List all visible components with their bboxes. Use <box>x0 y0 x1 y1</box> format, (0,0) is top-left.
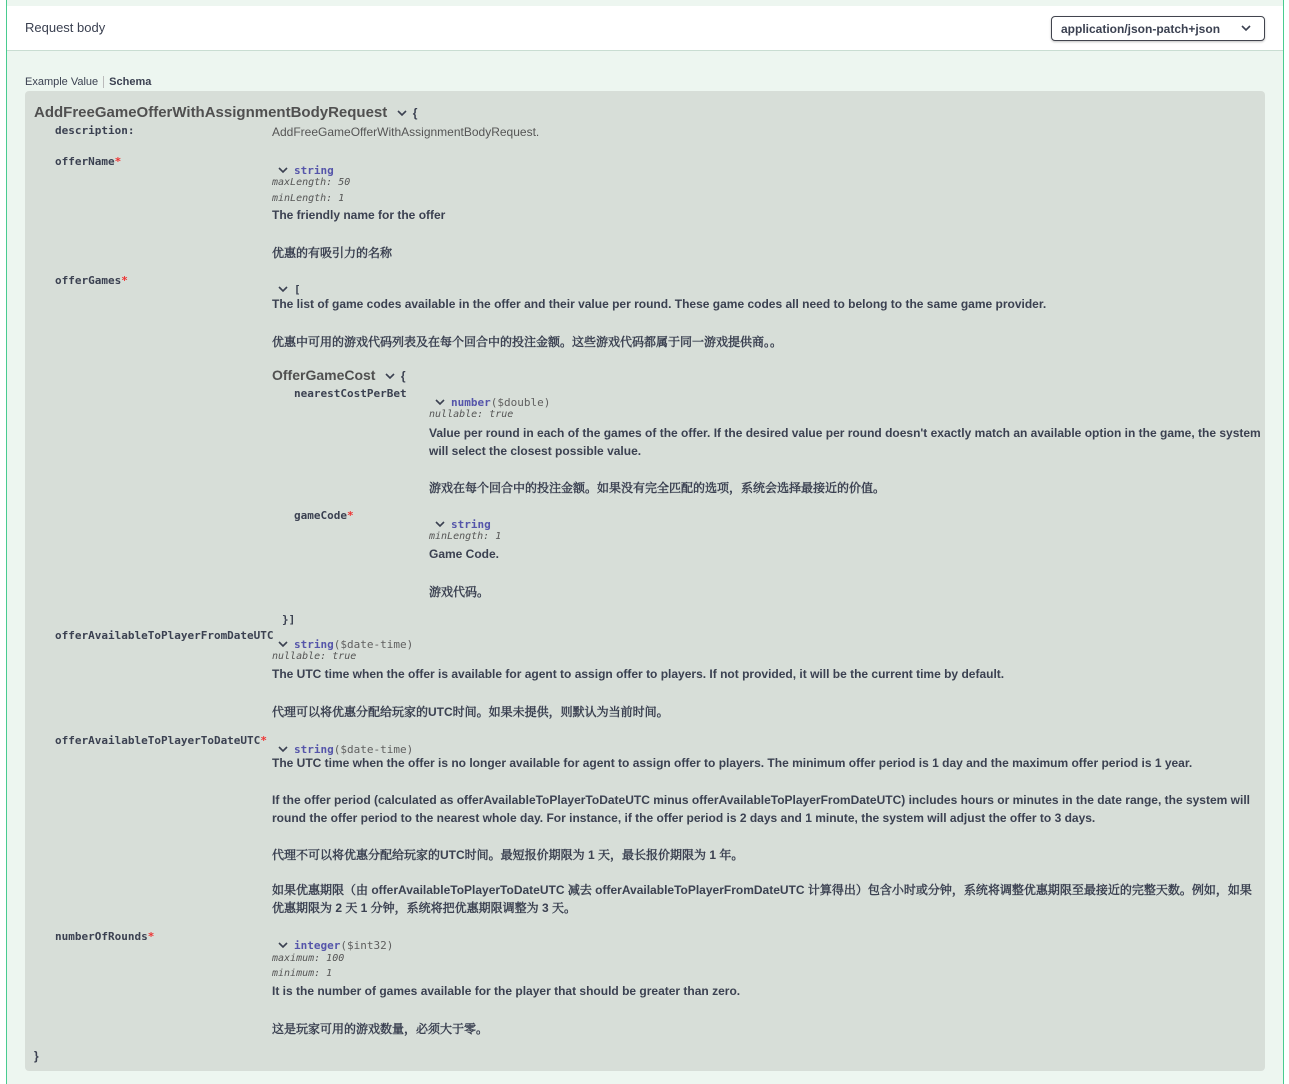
prop-description: The list of game codes available in the offer and their value per round. These game codes all need to belong to the same game provider. <box>272 297 1047 311</box>
prop-description-zh: 代理可以将优惠分配给玩家的UTC时间。如果未提供，则默认为当前时间。 <box>272 705 669 719</box>
tab-example-value[interactable]: Example Value <box>25 76 99 88</box>
prop-description-zh: 优惠的有吸引力的名称 <box>272 246 393 260</box>
close-bracket: }] <box>282 613 296 626</box>
prop-meta: maxLength: 50 <box>272 177 351 188</box>
chevron-down-icon <box>385 372 395 380</box>
description-label: description: <box>55 124 135 137</box>
chevron-down-icon <box>435 398 445 406</box>
schema-panel <box>25 91 1265 1071</box>
sub-model-title: OfferGameCost <box>272 367 376 383</box>
content-type-value: application/json-patch+json <box>1061 22 1221 36</box>
prop-description-zh: 游戏代码。 <box>429 585 490 599</box>
prop-description: The friendly name for the offer <box>272 208 446 222</box>
tab-schema[interactable]: Schema <box>103 76 156 88</box>
prop-description: If the offer period (calculated as offerAvailableToPlayerToDateUTC minus offerAvailableToPlayerFromDateUTC) includes hours or minutes in the date range, the system will round the offer period to the nearest whole day. For instance, if the offer period is 2 days and 1 minute, the system will adjust the offer to 3 days. <box>272 793 1250 825</box>
prop-description: The UTC time when the offer is no longer available for agent to assign offer to players. The minimum offer period is 1 day and the maximum offer period is 1 year. <box>272 756 1193 770</box>
prop-name-offerGames: offerGames* <box>55 274 128 287</box>
prop-name-nearestCostPerBet: nearestCostPerBet <box>294 387 407 400</box>
prop-meta: minLength: 1 <box>272 193 345 204</box>
chevron-down-icon <box>278 285 288 293</box>
prop-description-zh: 代理不可以将优惠分配给玩家的UTC时间。最短报价期限为 1 天，最长报价期限为 1 年。 <box>272 848 744 862</box>
prop-type-toDate[interactable]: string($date-time) <box>278 740 413 758</box>
prop-description-zh: 如果优惠期限（由 offerAvailableToPlayerToDateUTC 减去 offerAvailableToPlayerFromDateUTC 计算得出）包含小时或分钟，系统将调整优惠期限至最接近的完整天数。例如，如果优惠期限为 2 天 1 分钟，系统将把优惠期限调整为 3 天。 <box>272 883 1252 915</box>
prop-name-fromDate: offerAvailableToPlayerFromDateUTC <box>55 629 274 642</box>
model-description: AddFreeGameOfferWithAssignmentBodyRequest. <box>272 125 540 139</box>
prop-meta: nullable: true <box>429 409 514 420</box>
chevron-down-icon <box>278 166 288 174</box>
prop-meta: nullable: true <box>272 651 357 662</box>
prop-name-toDate: offerAvailableToPlayerToDateUTC* <box>55 734 267 747</box>
model-title: AddFreeGameOfferWithAssignmentBodyRequest <box>34 104 388 121</box>
prop-meta: maximum: 100 <box>272 953 345 964</box>
prop-type-offerGames[interactable]: [ <box>278 280 301 298</box>
chevron-down-icon <box>278 941 288 949</box>
prop-type-fromDate[interactable]: string($date-time) <box>278 635 413 653</box>
request-body-title: Request body <box>25 20 106 35</box>
prop-meta: minimum: 1 <box>272 968 333 979</box>
close-brace: } <box>34 1049 39 1063</box>
prop-description: The UTC time when the offer is available for agent to assign offer to players. If not provided, it will be the current time by default. <box>272 667 1005 681</box>
prop-description-zh: 这是玩家可用的游戏数量，必须大于零。 <box>272 1022 489 1036</box>
prop-type-nearestCostPerBet[interactable]: number($double) <box>435 393 550 411</box>
prop-type-numberOfRounds[interactable]: integer($int32) <box>278 936 393 954</box>
prop-description: Value per round in each of the games of the offer. If the desired value per round doesn't exactly match an available option in the game, the system will select the closest possible value. <box>429 426 1261 458</box>
prop-name-gameCode: gameCode* <box>294 509 354 522</box>
request-body-header <box>7 6 1283 51</box>
model-header[interactable] <box>34 104 417 122</box>
prop-type-gameCode[interactable]: string <box>435 515 491 533</box>
prop-description-zh: 优惠中可用的游戏代码列表及在每个回合中的投注金额。这些游戏代码都属于同一游戏提供商。。 <box>272 335 783 349</box>
chevron-down-icon <box>278 640 288 648</box>
prop-description: It is the number of games available for the player that should be greater than zero. <box>272 984 741 998</box>
prop-description-zh: 游戏在每个回合中的投注金额。如果没有完全匹配的选项，系统会选择最接近的价值。 <box>429 481 886 495</box>
model-tabs <box>25 76 156 88</box>
prop-description: Game Code. <box>429 547 500 561</box>
prop-type-offerName[interactable]: string <box>278 161 334 179</box>
prop-name-offerName: offerName* <box>55 155 122 168</box>
chevron-down-icon <box>397 109 407 117</box>
chevron-down-icon <box>1241 23 1251 33</box>
chevron-down-icon <box>435 520 445 528</box>
prop-meta: minLength: 1 <box>429 531 502 542</box>
open-brace: { <box>412 106 418 120</box>
prop-name-numberOfRounds: numberOfRounds* <box>55 930 155 943</box>
chevron-down-icon <box>278 745 288 753</box>
sub-model-header[interactable]: OfferGameCost { <box>272 367 406 383</box>
content-type-select[interactable] <box>1051 16 1265 41</box>
